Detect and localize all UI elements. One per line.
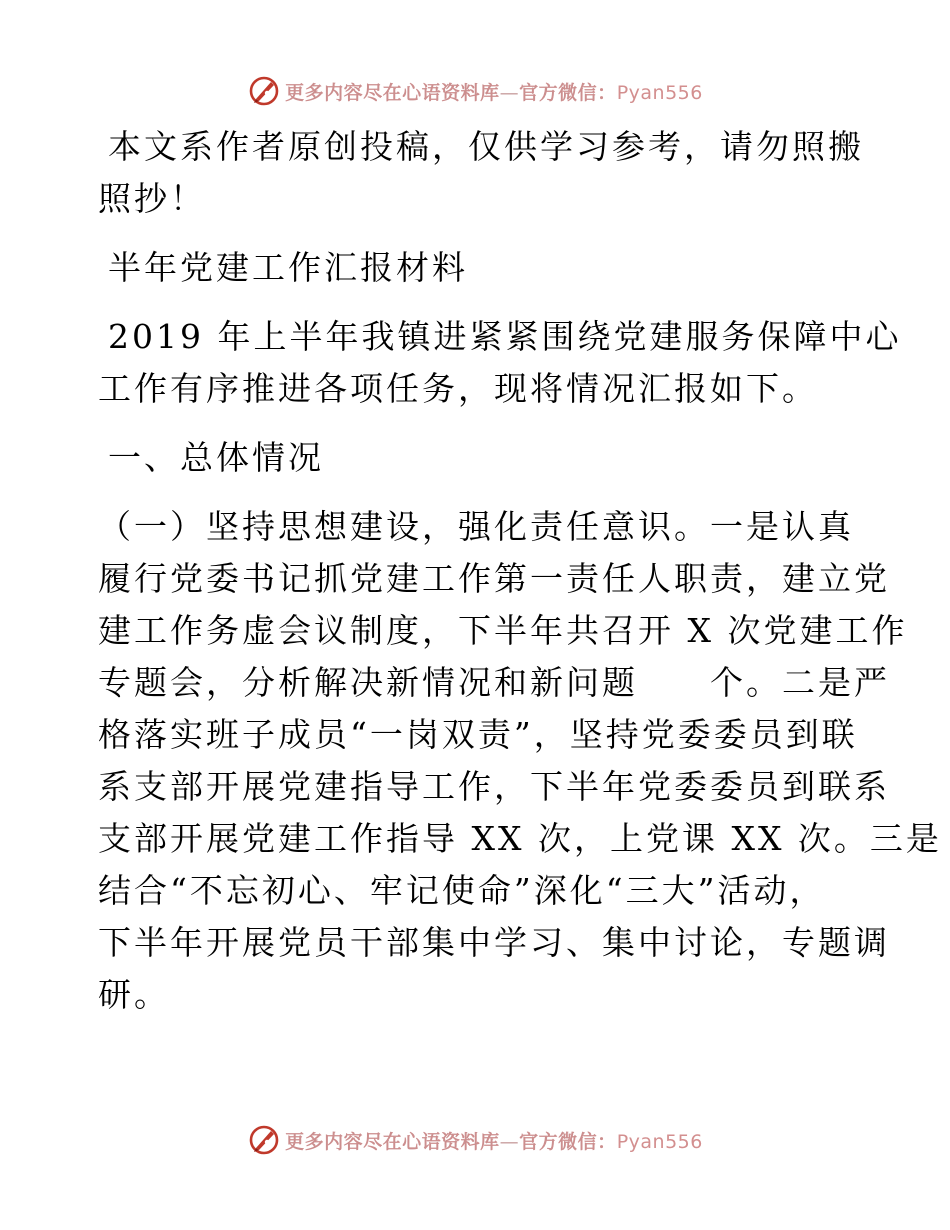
footer-banner-text: 更多内容尽在心语资料库—官方微信：Pyan556 — [285, 1130, 703, 1153]
notice-line: 照抄！ — [98, 179, 206, 218]
body-line: 格落实班子成员“一岗双责”，坚持党委委员到联 — [98, 715, 858, 754]
intro-paragraph — [98, 311, 902, 415]
body-line: 支部开展党建工作指导 XX 次，上党课 XX 次。三是 — [98, 819, 942, 858]
body-line: 专题会，分析解决新情况和新问题 个。二是严 — [98, 663, 890, 702]
section-heading: 一、总体情况 — [108, 438, 324, 477]
footer-watermark-banner — [0, 1120, 950, 1160]
body-line: 研。 — [98, 975, 170, 1014]
section-body-paragraph — [98, 501, 942, 1021]
intro-line: 2019 年上半年我镇进紧紧围绕党建服务保障中心 — [108, 317, 902, 356]
header-banner-text: 更多内容尽在心语资料库—官方微信：Pyan556 — [285, 81, 703, 104]
document-body — [98, 121, 942, 1021]
pen-logo-icon — [247, 74, 281, 108]
pen-logo-icon — [247, 1123, 281, 1157]
body-line: 下半年开展党员干部集中学习、集中讨论，专题调 — [98, 923, 890, 962]
body-line: （一）坚持思想建设，强化责任意识。一是认真 — [98, 507, 854, 546]
body-line: 系支部开展党建指导工作，下半年党委委员到联系 — [98, 767, 890, 806]
header-watermark-banner — [0, 71, 950, 111]
body-line: 建工作务虚会议制度，下半年共召开 X 次党建工作 — [98, 611, 908, 650]
body-line: 结合“不忘初心、牢记使命”深化“三大”活动， — [98, 871, 826, 910]
body-line: 履行党委书记抓党建工作第一责任人职责，建立党 — [98, 559, 890, 598]
notice-line: 本文系作者原创投稿，仅供学习参考，请勿照搬 — [108, 127, 864, 166]
intro-line: 工作有序推进各项任务，现将情况汇报如下。 — [98, 369, 818, 408]
document-title: 半年党建工作汇报材料 — [108, 248, 468, 287]
copyright-notice — [98, 121, 864, 225]
